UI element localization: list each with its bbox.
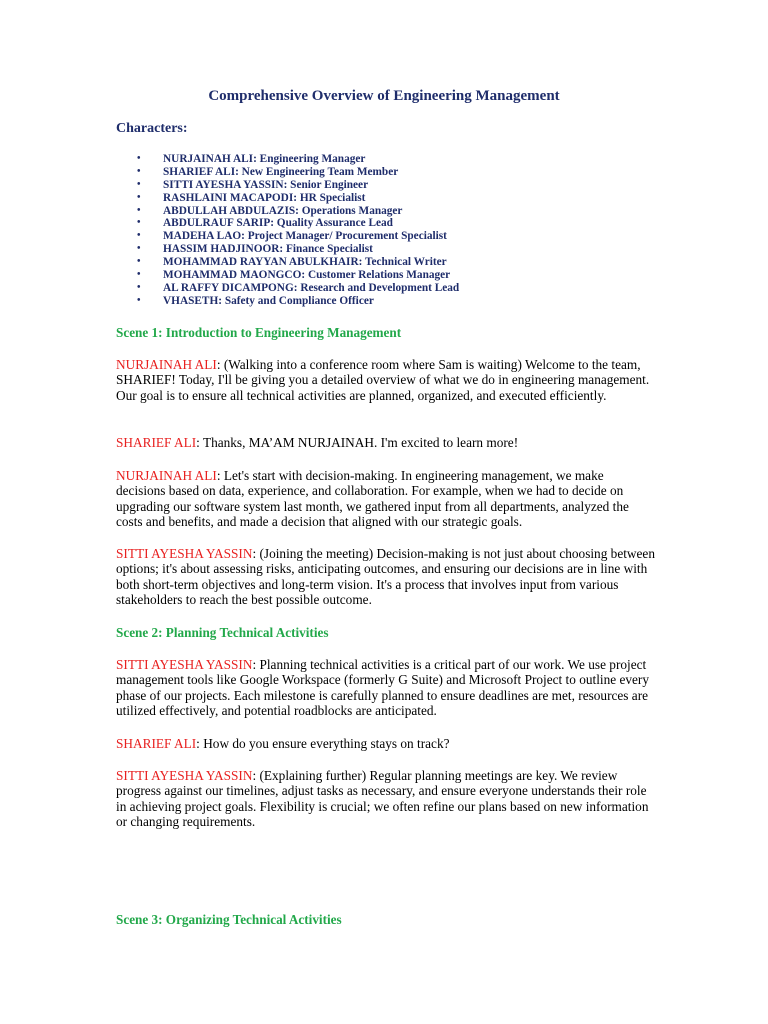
dialogue-paragraph — [116, 435, 656, 450]
bullet-icon: • — [137, 269, 141, 281]
bullet-icon: • — [137, 294, 141, 306]
list-item — [116, 153, 459, 166]
character-entry: RASHLAINI MACAPODI: HR Specialist — [163, 191, 366, 204]
bullet-icon: • — [137, 217, 141, 229]
list-item — [116, 179, 459, 192]
speaker-name: SHARIEF ALI — [116, 736, 197, 751]
list-item — [116, 269, 459, 282]
dialogue-paragraph — [116, 657, 656, 719]
bullet-icon: • — [137, 153, 141, 164]
character-entry: ABDULRAUF SARIP: Quality Assurance Lead — [163, 217, 393, 230]
dialogue-text: : (Explaining further) Regular planning meetings are key. We review progress against our timelines, adjust tasks as necessary, and ensure everyone understands their role in achieving project goals. Flexibility is crucial; we often refine our plans based on new information or changing requirements. — [116, 768, 649, 830]
characters-heading: Characters: — [116, 121, 188, 136]
bullet-icon: • — [137, 165, 141, 177]
bullet-icon: • — [137, 256, 141, 268]
speaker-name: SITTI AYESHA YASSIN — [116, 657, 253, 672]
dialogue-text: : Planning technical activities is a critical part of our work. We use project management tools like Google Workspace (formerly G Suite) and Microsoft Project to outline every phase of our projects. Each milestone is carefully planned to ensure deadlines are met, resources are utilized effectively, and potential roadblocks are anticipated. — [116, 657, 650, 719]
dialogue-paragraph — [116, 736, 656, 751]
scene-2-heading: Scene 2: Planning Technical Activities — [116, 625, 329, 640]
speaker-name: SHARIEF ALI — [116, 435, 197, 450]
document-title: Comprehensive Overview of Engineering Management — [208, 88, 560, 104]
character-entry: HASSIM HADJINOOR: Finance Specialist — [163, 243, 373, 256]
character-entry: NURJAINAH ALI: Engineering Manager — [163, 153, 366, 165]
list-item — [116, 295, 459, 308]
scene-1-heading: Scene 1: Introduction to Engineering Management — [116, 325, 402, 340]
character-entry: SHARIEF ALI: New Engineering Team Member — [163, 165, 399, 178]
dialogue-text: : Thanks, MA’AM NURJAINAH. I'm excited to learn more! — [196, 435, 519, 450]
dialogue-paragraph — [116, 357, 656, 403]
characters-list — [116, 153, 459, 308]
list-item — [116, 256, 459, 269]
dialogue-text: : How do you ensure everything stays on track? — [196, 736, 450, 751]
dialogue-paragraph — [116, 468, 656, 530]
scene-3-heading: Scene 3: Organizing Technical Activities — [116, 912, 342, 927]
speaker-name: NURJAINAH ALI — [116, 357, 217, 372]
bullet-icon: • — [137, 230, 141, 242]
list-item — [116, 230, 459, 243]
dialogue-text: : Let's start with decision-making. In engineering management, we make decisions based on data, experience, and collaboration. For example, when we had to decide on upgrading our software system last month, we gathered input from all departments, analyzed the costs and benefits, and made a decision that aligned with our strategic goals. — [116, 468, 629, 530]
dialogue-text: : (Joining the meeting) Decision-making is not just about choosing between options; it's about assessing risks, anticipating outcomes, and ensuring our decisions are in line with both short-term objectives and long-term vision. It's a process that involves input from various stakeholders to reach the best possible outcome. — [116, 546, 655, 608]
list-item — [116, 192, 459, 205]
list-item — [116, 243, 459, 256]
character-entry: AL RAFFY DICAMPONG: Research and Development Lead — [163, 281, 460, 294]
list-item — [116, 166, 459, 179]
character-entry: ABDULLAH ABDULAZIS: Operations Manager — [163, 204, 403, 217]
bullet-icon: • — [137, 281, 141, 293]
character-entry: MOHAMMAD RAYYAN ABULKHAIR: Technical Writer — [163, 256, 447, 269]
character-entry: VHASETH: Safety and Compliance Officer — [163, 294, 374, 307]
bullet-icon: • — [137, 243, 141, 255]
speaker-name: SITTI AYESHA YASSIN — [116, 768, 253, 783]
character-entry: SITTI AYESHA YASSIN: Senior Engineer — [163, 178, 369, 191]
speaker-name: SITTI AYESHA YASSIN — [116, 546, 253, 561]
dialogue-paragraph — [116, 768, 656, 830]
speaker-name: NURJAINAH ALI — [116, 468, 217, 483]
bullet-icon: • — [137, 204, 141, 216]
bullet-icon: • — [137, 191, 141, 203]
character-entry: MADEHA LAO: Project Manager/ Procurement Specialist — [163, 230, 447, 243]
character-entry: MOHAMMAD MAONGCO: Customer Relations Manager — [163, 269, 451, 282]
dialogue-text: : (Walking into a conference room where Sam is waiting) Welcome to the team, SHARIEF! Today, I'll be giving you a detailed overview of what we do in engineering management. Our goal is to ensure all technical activities are planned, organized, and executed efficiently. — [116, 357, 650, 403]
list-item — [116, 217, 459, 230]
bullet-icon: • — [137, 178, 141, 190]
dialogue-paragraph — [116, 546, 656, 608]
list-item — [116, 205, 459, 218]
list-item — [116, 282, 459, 295]
